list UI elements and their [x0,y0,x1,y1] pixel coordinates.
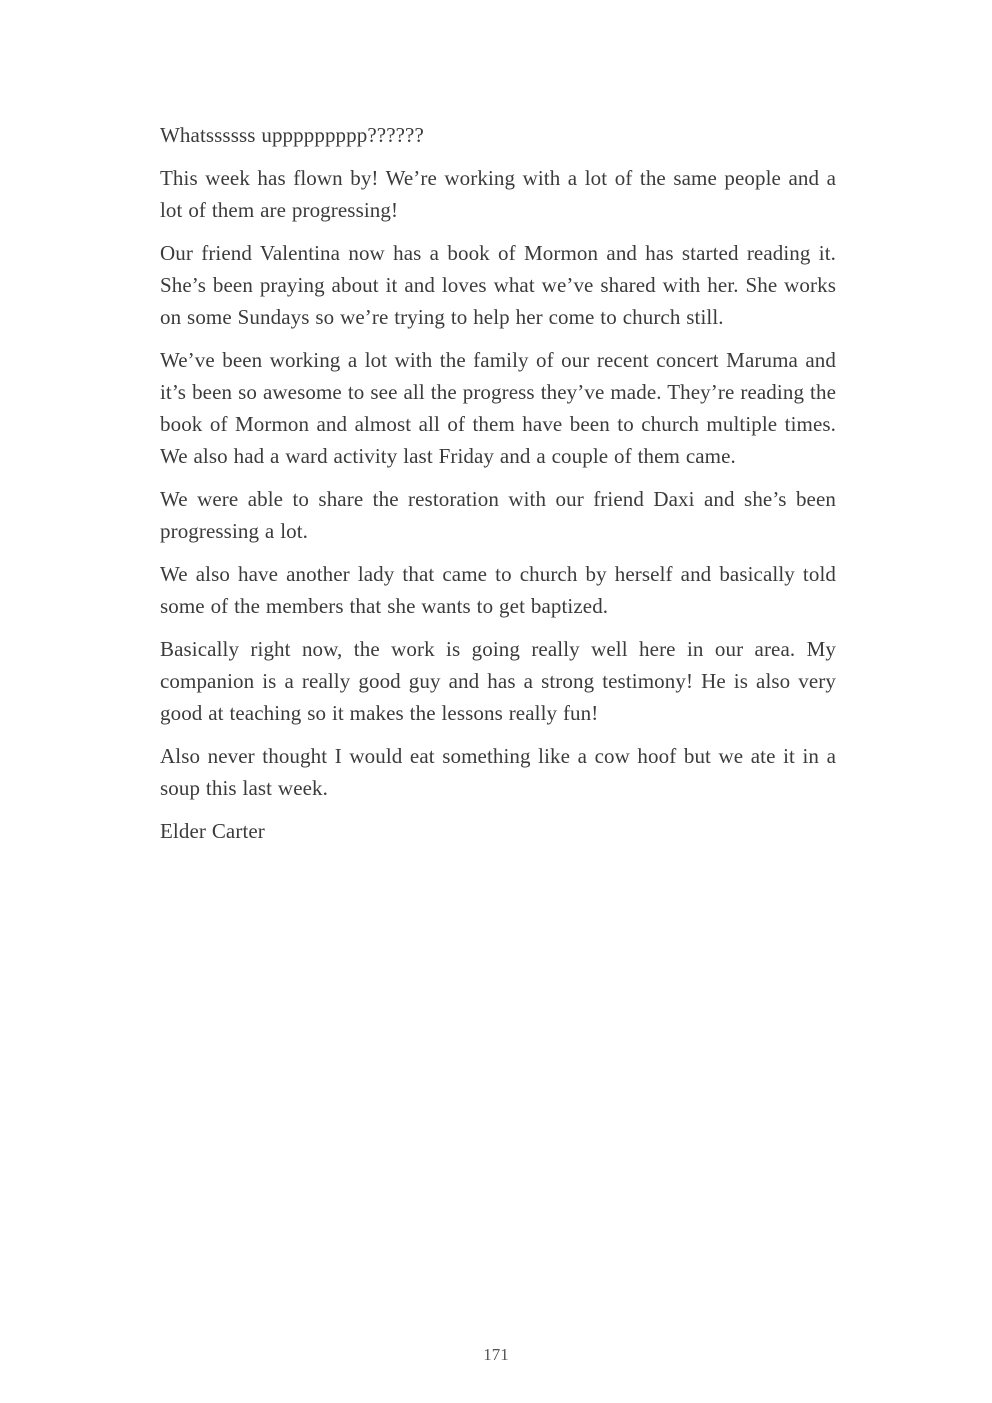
letter-body [160,119,836,858]
letter-greeting: Whatssssss uppppppppp?????? [160,123,424,147]
letter-paragraph: We were able to share the restoration with our friend Daxi and she’s been progressing a lot. [160,487,836,543]
letter-paragraph: Also never thought I would eat something like a cow hoof but we ate it in a soup this last week. [160,744,836,800]
letter-paragraph: This week has flown by! We’re working with a lot of the same people and a lot of them are progressing! [160,166,836,222]
letter-paragraph: We’ve been working a lot with the family of our recent concert Maruma and it’s been so awesome to see all the progress they’ve made. They’re reading the book of Mormon and almost all of them have been to church multiple times. We also had a ward activity last Friday and a couple of them came. [160,348,836,468]
letter-signature: Elder Carter [160,819,265,843]
letter-paragraph: Basically right now, the work is going really well here in our area. My companion is a really good guy and has a strong testimony! He is also very good at teaching so it makes the lessons really fun! [160,637,836,725]
letter-paragraph: We also have another lady that came to church by herself and basically told some of the members that she wants to get baptized. [160,562,836,618]
page-number: 171 [483,1345,509,1364]
letter-paragraph: Our friend Valentina now has a book of Mormon and has started reading it. She’s been praying about it and loves what we’ve shared with her. She works on some Sundays so we’re trying to help her come to church still. [160,241,836,329]
